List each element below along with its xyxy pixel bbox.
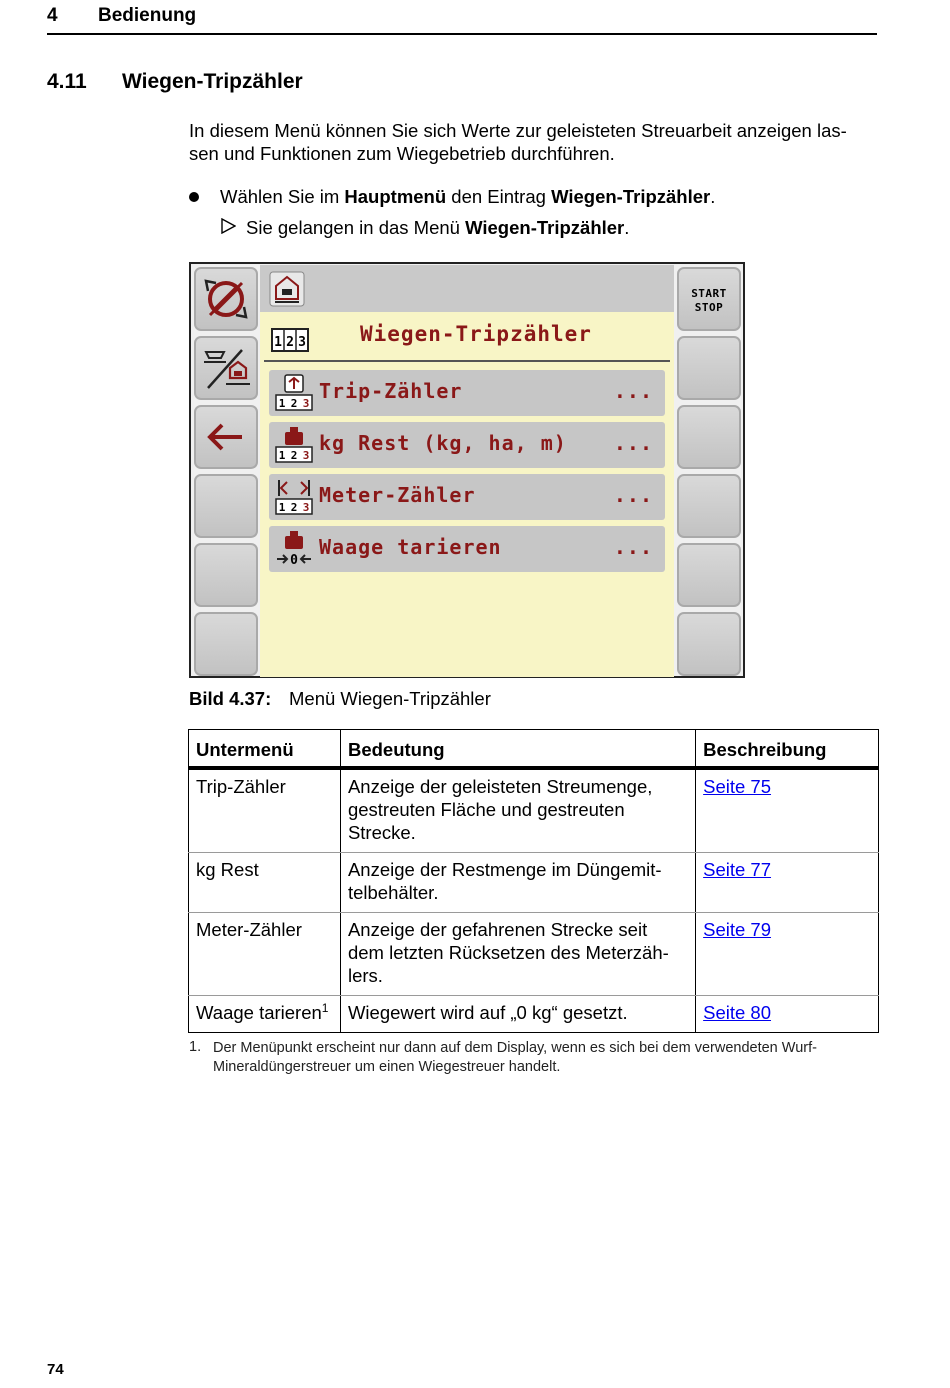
section-number: 4.11 — [47, 70, 87, 93]
back-softkey[interactable] — [194, 405, 258, 469]
menu-item-tare-scale[interactable] — [269, 526, 665, 572]
instruction-step: Wählen Sie im Hauptmenü den Eintrag Wiegen-Tripzähler. — [220, 186, 716, 207]
svg-text:2: 2 — [290, 397, 298, 410]
svg-text:1: 1 — [274, 335, 282, 350]
result-menu-ref: Wiegen-Tripzähler — [465, 217, 625, 238]
left-softkey-4[interactable] — [194, 474, 258, 538]
svg-text:0: 0 — [290, 553, 298, 568]
svg-text:2: 2 — [286, 335, 294, 350]
column-header-submenu: Untermenü — [189, 730, 341, 769]
menu-item-dots: ... — [613, 379, 653, 403]
svg-text:2: 2 — [290, 449, 298, 462]
start-stop-softkey[interactable] — [677, 267, 741, 331]
page-link[interactable]: Seite 79 — [703, 919, 772, 940]
dosing-control-softkey[interactable] — [194, 267, 258, 331]
footnote-text: Der Menüpunkt erscheint nur dann auf dem Display, wenn es sich bei dem verwendeten Wurf- Mineraldüngerstreuer um einen Wiegestreuer handelt. — [213, 1040, 817, 1075]
cell-meaning: Anzeige der Restmenge im Düngemit- telbehälter. — [340, 853, 695, 913]
right-softkey-5[interactable] — [677, 543, 741, 607]
spreader-scale-icon — [196, 338, 256, 398]
svg-text:3: 3 — [302, 501, 310, 514]
menu-item-dots: ... — [613, 535, 653, 559]
terminal-display — [260, 265, 674, 677]
start-label: START — [691, 287, 727, 300]
svg-text:3: 3 — [298, 335, 306, 350]
meter-counter-icon — [275, 478, 313, 516]
cell-meaning: Anzeige der geleisteten Streumenge, gestreuten Fläche und gestreuten Strecke. — [340, 768, 695, 853]
cell-submenu: Waage tarieren$^1$ — [189, 996, 341, 1033]
left-softkey-6[interactable] — [194, 612, 258, 676]
menu-item-label: Trip-Zähler — [319, 379, 463, 403]
left-softkey-5[interactable] — [194, 543, 258, 607]
chapter-title: Bedienung — [98, 5, 197, 26]
weight-icon — [275, 426, 313, 464]
table-row — [189, 996, 879, 1033]
right-softkey-2[interactable] — [677, 336, 741, 400]
footnote-number: 1. — [189, 1039, 202, 1055]
main-menu-ref: Hauptmenü — [344, 186, 447, 207]
menu-item-label: Meter-Zähler — [319, 483, 476, 507]
column-header-description: Beschreibung — [696, 730, 879, 769]
bullet-icon — [189, 192, 199, 202]
column-header-meaning: Bedeutung — [340, 730, 695, 769]
stop-label: STOP — [694, 301, 724, 314]
page-link[interactable]: Seite 77 — [703, 859, 772, 880]
svg-text:1: 1 — [278, 449, 286, 462]
right-softkey-6[interactable] — [677, 612, 741, 676]
menu-item-trip-counter[interactable] — [269, 370, 665, 416]
menu-item-dots: ... — [613, 431, 653, 455]
counter-icon — [271, 327, 311, 353]
cell-submenu: Meter-Zähler — [189, 913, 341, 996]
intro-line-2: sen und Funktionen zum Wiegebetrieb durchführen. — [189, 143, 615, 164]
section-title: Wiegen-Tripzähler — [122, 70, 303, 93]
cell-submenu: Trip-Zähler — [189, 768, 341, 853]
page-link[interactable]: Seite 80 — [703, 1002, 772, 1023]
intro-line-1: In diesem Menü können Sie sich Werte zur geleisteten Streuarbeit anzeigen las- — [189, 120, 847, 141]
chapter-number: 4 — [47, 5, 58, 26]
page-number: 74 — [47, 1361, 64, 1378]
cell-meaning: Wiegewert wird auf „0 kg“ gesetzt. — [340, 996, 695, 1033]
tare-icon — [275, 530, 313, 568]
svg-text:2: 2 — [290, 501, 298, 514]
scale-mode-softkey[interactable] — [194, 336, 258, 400]
dosing-slider-icon — [196, 269, 256, 329]
table-row — [189, 913, 879, 996]
table-row — [189, 853, 879, 913]
cell-meaning: Anzeige der gefahrenen Strecke seit dem letzten Rücksetzen des Meterzäh- lers. — [340, 913, 695, 996]
right-softkey-3[interactable] — [677, 405, 741, 469]
trip-counter-icon — [275, 374, 313, 412]
menu-item-dots: ... — [613, 483, 653, 507]
svg-text:1: 1 — [278, 397, 286, 410]
instruction-result: Sie gelangen in das Menü Wiegen-Tripzähler. — [246, 217, 630, 238]
submenu-table — [188, 729, 879, 1033]
figure-caption: Menü Wiegen-Tripzähler — [289, 688, 491, 709]
terminal-screenshot — [189, 262, 745, 678]
display-title-rule — [264, 360, 670, 362]
header-rule — [47, 33, 877, 35]
menu-item-kg-rest[interactable] — [269, 422, 665, 468]
svg-text:3: 3 — [302, 449, 310, 462]
scale-house-icon — [268, 270, 306, 308]
menu-item-label: kg Rest (kg, ha, m) — [319, 431, 567, 455]
table-header-row — [189, 730, 879, 769]
display-status-bar — [260, 265, 674, 312]
footnote-mark: 1 — [321, 1000, 329, 1015]
page-link[interactable]: Seite 75 — [703, 776, 772, 797]
back-arrow-icon — [196, 407, 256, 467]
intro-paragraph — [189, 119, 879, 165]
table-row — [189, 768, 879, 853]
figure-number: Bild 4.37: — [189, 688, 272, 709]
cell-submenu: kg Rest — [189, 853, 341, 913]
menu-item-meter-counter[interactable] — [269, 474, 665, 520]
entry-ref: Wiegen-Tripzähler — [551, 186, 711, 207]
display-title: Wiegen-Tripzähler — [360, 322, 592, 346]
svg-text:1: 1 — [278, 501, 286, 514]
menu-item-label: Waage tarieren — [319, 535, 502, 559]
svg-text:3: 3 — [302, 397, 310, 410]
result-arrow-icon — [220, 218, 236, 234]
right-softkey-4[interactable] — [677, 474, 741, 538]
